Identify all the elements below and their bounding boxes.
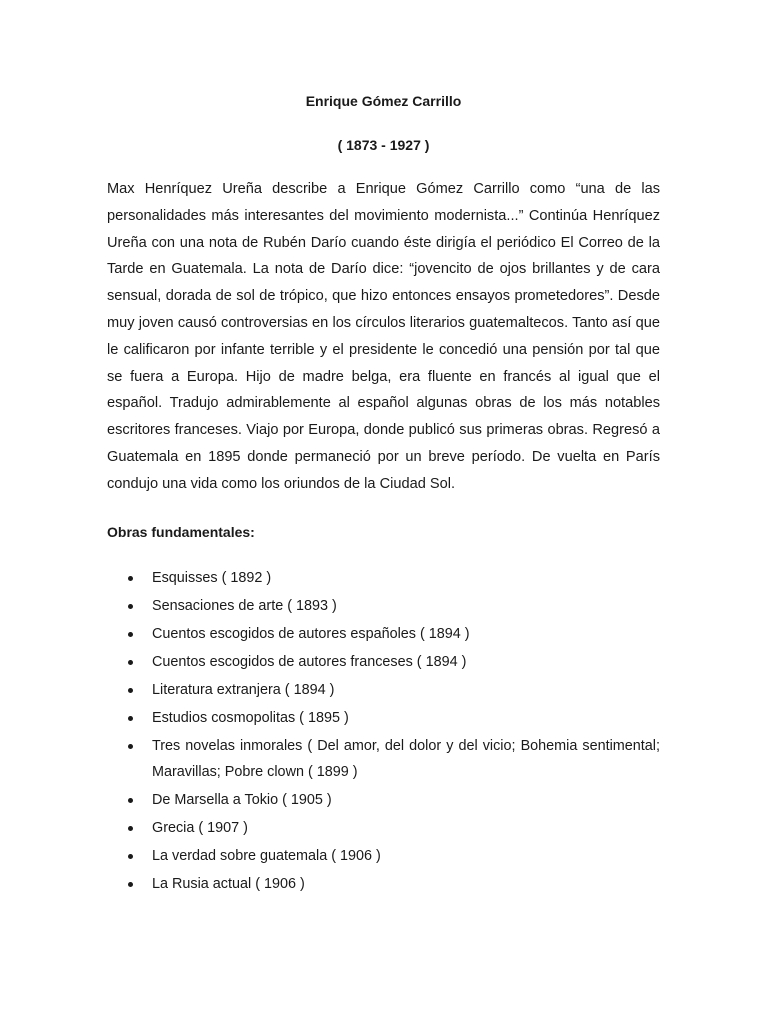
bullet-icon bbox=[128, 744, 133, 749]
list-item bbox=[107, 593, 660, 619]
work-title: Grecia ( 1907 ) bbox=[152, 819, 248, 836]
bullet-icon bbox=[128, 604, 133, 609]
bullet-icon bbox=[128, 826, 133, 831]
life-dates: ( 1873 - 1927 ) bbox=[337, 137, 430, 153]
bullet-icon bbox=[128, 576, 133, 581]
work-title: Literatura extranjera ( 1894 ) bbox=[152, 681, 335, 698]
bullet-icon bbox=[128, 854, 133, 859]
document-title: Enrique Gómez Carrillo bbox=[305, 93, 462, 109]
list-item bbox=[107, 815, 660, 841]
list-item bbox=[107, 843, 660, 869]
work-title: Cuentos escogidos de autores españoles ( 1894 ) bbox=[152, 625, 470, 642]
list-item bbox=[107, 871, 660, 897]
list-item bbox=[107, 565, 660, 591]
works-list bbox=[107, 565, 660, 898]
work-title: Esquisses ( 1892 ) bbox=[152, 569, 272, 586]
work-title: De Marsella a Tokio ( 1905 ) bbox=[152, 791, 332, 808]
list-item bbox=[107, 733, 660, 786]
bullet-icon bbox=[128, 882, 133, 887]
list-item bbox=[107, 677, 660, 703]
list-item bbox=[107, 621, 660, 647]
work-title: Estudios cosmopolitas ( 1895 ) bbox=[152, 709, 349, 726]
work-title: Tres novelas inmorales ( Del amor, del dolor y del vicio; Bohemia sentimental; Maravillas; Pobre clown ( 1899 ) bbox=[152, 737, 660, 780]
list-item bbox=[107, 787, 660, 813]
work-title: Sensaciones de arte ( 1893 ) bbox=[152, 597, 337, 614]
list-item bbox=[107, 705, 660, 731]
work-title: La verdad sobre guatemala ( 1906 ) bbox=[152, 847, 381, 864]
biography-paragraph: Max Henríquez Ureña describe a Enrique Gómez Carrillo como “una de las personalidades más interesantes del movimiento modernista...” Continúa Henríquez Ureña con una nota de Rubén Darío cuando éste dirigía el periódico El Correo de la Tarde en Guatemala. La nota de Darío dice: “jovencito de ojos brillantes y de cara sensual, dorada de sol de trópico, que hizo entonces ensayos prometedores”. Desde muy joven causó controversias en los círculos literarios guatemaltecos. Tanto así que le calificaron por infante terrible y el presidente le concedió una pensión por tal que se fuera a Europa. Hijo de madre belga, era fluente en francés al igual que el español. Tradujo admirablemente al español algunas obras de los más notables escritores franceses. Viajo por Europa, donde publicó sus primeras obras. Regresó a Guatemala en 1895 donde permaneció por un breve período. De vuelta en París condujo una vida como los oriundos de la Ciudad Sol. bbox=[107, 181, 660, 492]
bullet-icon bbox=[128, 716, 133, 721]
works-heading: Obras fundamentales: bbox=[107, 523, 255, 540]
list-item bbox=[107, 649, 660, 675]
document-page bbox=[107, 88, 660, 899]
bullet-icon bbox=[128, 660, 133, 665]
work-title: Cuentos escogidos de autores franceses ( 1894 ) bbox=[152, 653, 467, 670]
bullet-icon bbox=[128, 632, 133, 637]
bullet-icon bbox=[128, 798, 133, 803]
work-title: La Rusia actual ( 1906 ) bbox=[152, 875, 305, 892]
bullet-icon bbox=[128, 688, 133, 693]
